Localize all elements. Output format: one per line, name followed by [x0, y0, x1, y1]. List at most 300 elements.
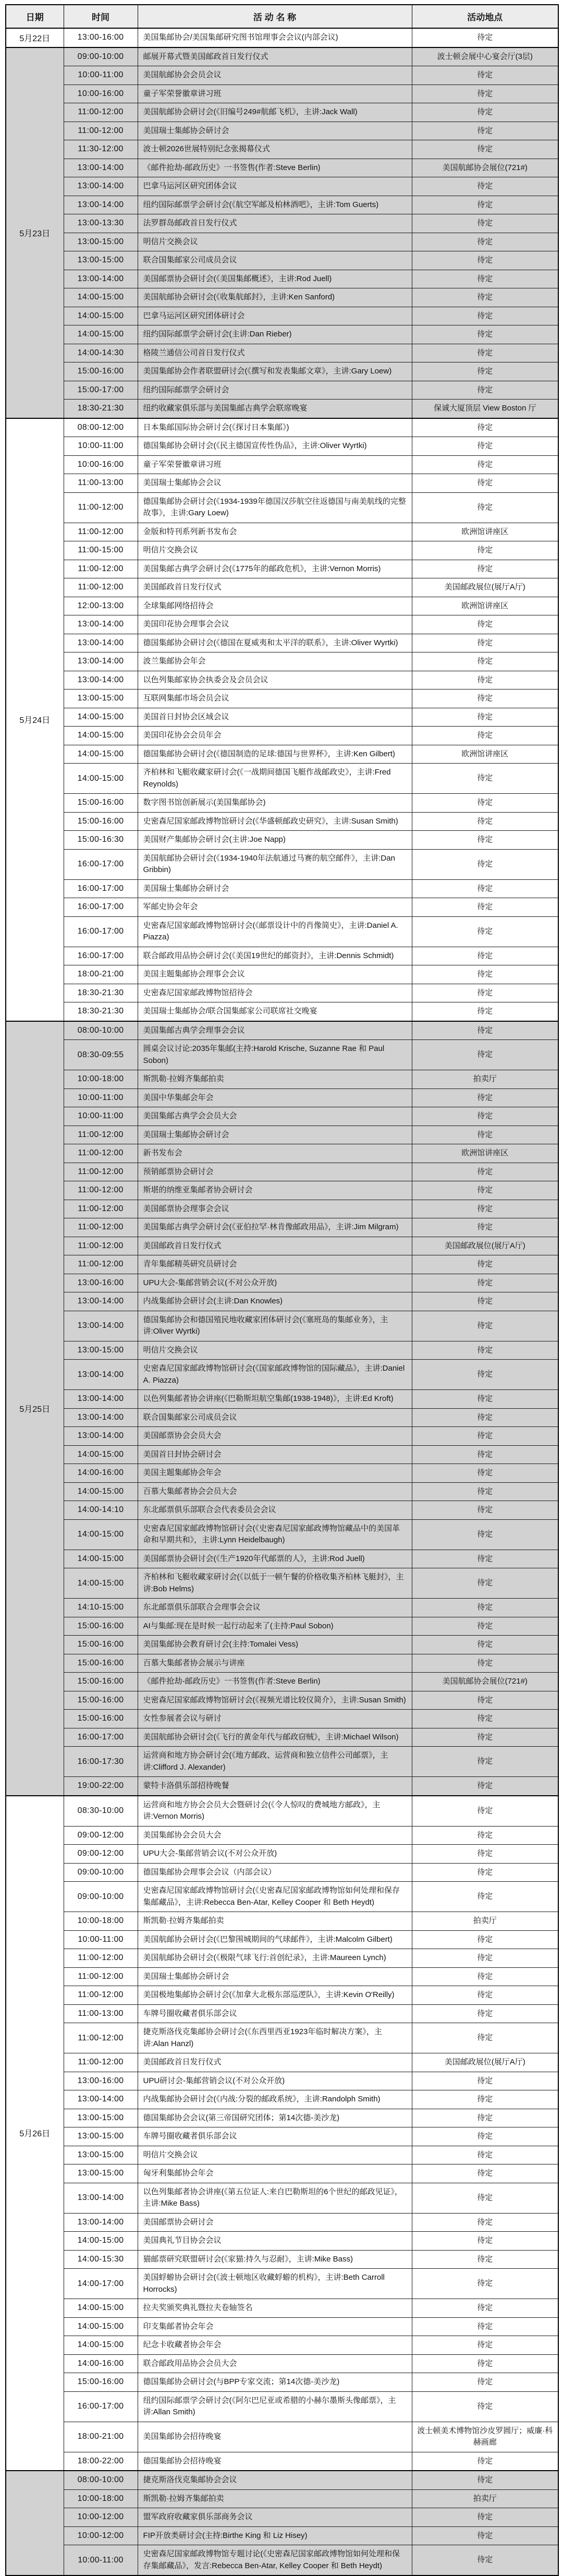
location-cell: 待定: [412, 1550, 558, 1568]
location-cell: 待定: [412, 1863, 558, 1882]
time-cell: 11:00-12:00: [64, 2023, 138, 2053]
time-cell: 10:00-18:00: [64, 1912, 138, 1931]
activity-name-cell: 美国瑞士集邮协会/联合国集邮家公司联席社交晚宴: [138, 1002, 412, 1021]
time-cell: 11:00-12:00: [64, 1144, 138, 1163]
location-cell: 待定: [412, 2391, 558, 2422]
time-cell: 13:00-14:00: [64, 1311, 138, 1341]
activity-name-cell: 纪念卡收藏者协会年会: [138, 2336, 412, 2355]
location-cell: 待定: [412, 251, 558, 270]
table-row: [6, 1237, 558, 1255]
time-cell: 13:00-14:00: [64, 270, 138, 288]
time-cell: 14:00-15:00: [64, 325, 138, 344]
location-cell: 待定: [412, 1617, 558, 1636]
location-cell: 待定: [412, 2109, 558, 2127]
table-row: [6, 2250, 558, 2269]
activity-name-cell: 史密森尼国家邮政博物馆专题讨论(《史密森尼国家邮政博物馆如何处理和保存集邮藏品》，发言:Rebecca Ben-Atar, Kelley Cooper 和 Beth Heydt): [138, 2545, 412, 2576]
table-row: [6, 1617, 558, 1636]
location-cell: 待定: [412, 1163, 558, 1181]
activity-name-cell: 齐柏林和飞艇收藏家研讨会(《以低于一顿午餐的价格收集齐柏林飞艇封》，主讲:Bob Helms): [138, 1568, 412, 1599]
location-cell: 待定: [412, 690, 558, 708]
activity-name-cell: UPU大会-集邮营销会议(不对公众开放): [138, 1845, 412, 1864]
activity-name-cell: 车牌号圈收藏者俱乐部会议: [138, 2127, 412, 2146]
time-cell: 13:00-14:00: [64, 652, 138, 671]
time-cell: 14:00-15:00: [64, 1568, 138, 1599]
time-cell: 13:00-14:00: [64, 1408, 138, 1427]
activity-name-cell: 德国集邮协会理事会会议（内部会议）: [138, 1863, 412, 1882]
location-cell: 待定: [412, 140, 558, 159]
table-row: [6, 140, 558, 159]
location-cell: 待定: [412, 381, 558, 400]
activity-name-cell: 美国航邮协会研讨会(《极限气球飞行:首创纪录》，主讲:Maureen Lynch): [138, 1949, 412, 1968]
location-cell: 待定: [412, 541, 558, 560]
table-row: [6, 1728, 558, 1747]
table-row: [6, 1427, 558, 1446]
time-cell: 16:00-17:00: [64, 2391, 138, 2422]
table-row: [6, 1796, 558, 1827]
activity-name-cell: 军邮史协会年会: [138, 898, 412, 917]
location-cell: 美国邮政展位(展厅A厅): [412, 578, 558, 597]
activity-name-cell: 德国集邮协会会议(第三帝国研究团体；第14次德-美沙龙): [138, 2109, 412, 2127]
location-cell: 待定: [412, 2508, 558, 2527]
table-row: [6, 1464, 558, 1483]
activity-name-cell: 美国集邮协会/美国集邮研究图书馆理事会会议(内部会议): [138, 28, 412, 47]
activity-name-cell: 斯堪的纳维亚集邮者协会研讨会: [138, 1181, 412, 1200]
location-cell: 待定: [412, 1021, 558, 1040]
location-cell: 待定: [412, 1427, 558, 1446]
table-row: [6, 1408, 558, 1427]
table-row: [6, 727, 558, 745]
table-row: [6, 1274, 558, 1292]
time-cell: 13:00-16:00: [64, 2072, 138, 2090]
table-row: [6, 1967, 558, 1986]
time-cell: 18:00-22:00: [64, 2452, 138, 2471]
table-row: [6, 1710, 558, 1728]
activity-name-cell: 百慕大集邮者协会展示与讲座: [138, 1654, 412, 1673]
location-cell: 待定: [412, 418, 558, 437]
activity-name-cell: 美国瑞士集邮协会研讨会: [138, 122, 412, 140]
activity-name-cell: 德国集邮协会研讨会(《民主德国宣传性伪品》，主讲:Oliver Wyrtki): [138, 437, 412, 456]
time-cell: 10:00-11:00: [64, 1089, 138, 1107]
location-cell: 待定: [412, 2545, 558, 2576]
location-cell: 欧洲馆讲座区: [412, 597, 558, 615]
location-cell: 待定: [412, 1126, 558, 1144]
time-cell: 11:00-12:00: [64, 1126, 138, 1144]
activity-name-cell: 美国集邮古典学会研讨会(《1775年的邮政危机》，主讲:Vernon Morris): [138, 560, 412, 578]
table-row: [6, 1292, 558, 1311]
activity-name-cell: 盟军政府收藏家俱乐部商务会议: [138, 2508, 412, 2527]
time-cell: 14:00-15:00: [64, 2299, 138, 2318]
location-cell: 待定: [412, 1568, 558, 1599]
location-cell: 待定: [412, 965, 558, 984]
table-row: [6, 1341, 558, 1360]
time-cell: 14:00-15:00: [64, 307, 138, 325]
activity-name-cell: 青年集邮精英研究员研讨会: [138, 1255, 412, 1274]
time-cell: 11:00-12:00: [64, 1949, 138, 1968]
activity-name-cell: 德国集邮协会招待晚宴: [138, 2452, 412, 2471]
activity-name-cell: 猫邮票研究联盟研讨会(《家猫:持久与忍耐》，主讲:Mike Bass): [138, 2250, 412, 2269]
time-cell: 09:00-12:00: [64, 1826, 138, 1845]
table-row: [6, 437, 558, 456]
location-cell: 待定: [412, 1636, 558, 1654]
activity-name-cell: 巴拿马运河区研究团体会议: [138, 177, 412, 196]
activity-name-cell: 史密森尼国家邮政博物馆招待会: [138, 984, 412, 1002]
activity-name-cell: 美国典礼节目协会会议: [138, 2232, 412, 2251]
time-cell: 10:00-16:00: [64, 84, 138, 103]
time-cell: 15:00-16:00: [64, 362, 138, 381]
activity-name-cell: AI与集邮:现在是时候一起行动起来了(主持:Paul Sobon): [138, 1617, 412, 1636]
activity-name-cell: 明信片交换会议: [138, 233, 412, 251]
time-cell: 14:00-16:00: [64, 1464, 138, 1483]
time-cell: 11:30-12:00: [64, 140, 138, 159]
location-cell: 待定: [412, 1501, 558, 1520]
time-cell: 10:00-11:00: [64, 1107, 138, 1126]
table-row: [6, 196, 558, 214]
table-row: [6, 1654, 558, 1673]
time-cell: 13:00-14:00: [64, 177, 138, 196]
activity-name-cell: 美国主题集邮协会理事会会议: [138, 965, 412, 984]
activity-name-cell: 邮展开幕式暨美国邮政首日发行仪式: [138, 47, 412, 66]
time-cell: 11:00-12:00: [64, 523, 138, 541]
activity-name-cell: 蒙特卡洛俱乐部招待晚餐: [138, 1777, 412, 1796]
activity-name-cell: 美国航邮协会会员会议: [138, 66, 412, 85]
activity-name-cell: 纽约国际邮票学会研讨会: [138, 381, 412, 400]
activity-name-cell: 美国蜉蝣协会研讨会(《波士顿地区收藏蜉蝣的机构》，主讲:Beth Carroll Horrocks): [138, 2269, 412, 2299]
activity-name-cell: 美国极地集邮协会研讨会(《加拿大北极东部巡逻队》，主讲:Kevin O'Reilly): [138, 1986, 412, 2005]
activity-name-cell: 美国主题集邮协会年会: [138, 1464, 412, 1483]
location-cell: 待定: [412, 1747, 558, 1777]
activity-name-cell: 德国集邮协会研讨会(《德国制造的足球:德国与世界杯》，主讲:Ken Gilbert): [138, 745, 412, 764]
time-cell: 11:00-12:00: [64, 103, 138, 122]
table-row: [6, 1089, 558, 1107]
table-row: [6, 1930, 558, 1949]
table-row: [6, 541, 558, 560]
time-cell: 18:30-21:30: [64, 400, 138, 418]
time-cell: 13:00-15:00: [64, 2164, 138, 2183]
time-cell: 14:00-15:00: [64, 1482, 138, 1501]
location-cell: 待定: [412, 122, 558, 140]
table-row: [6, 2053, 558, 2072]
location-cell: 待定: [412, 2127, 558, 2146]
location-cell: 待定: [412, 898, 558, 917]
date-cell: 5月24日: [6, 418, 64, 1021]
time-cell: 14:00-15:00: [64, 727, 138, 745]
location-cell: 待定: [412, 474, 558, 493]
activity-name-cell: 美国集邮协会招待晚宴: [138, 2422, 412, 2452]
location-cell: 待定: [412, 344, 558, 362]
activity-name-cell: 以色列集邮家协会执委会及会员会议: [138, 671, 412, 690]
location-cell: 待定: [412, 2452, 558, 2471]
location-cell: 待定: [412, 1360, 558, 1390]
activity-name-cell: 捷克斯洛伐克集邮协会研讨会(《东西里西亚1923年临时解决方案》，主讲:Alan Hanzl): [138, 2023, 412, 2053]
table-row: [6, 2471, 558, 2489]
time-cell: 11:00-12:00: [64, 492, 138, 523]
activity-name-cell: 史密森尼国家邮政博物馆研讨会(《邮票设计中的肖像简史》，主讲:Daniel A. Piazza): [138, 916, 412, 947]
activity-name-cell: 内战集邮协会研讨会(《内战:分裂的邮政系统》，主讲:Randolph Smith): [138, 2090, 412, 2109]
location-cell: 待定: [412, 1691, 558, 1710]
location-cell: 待定: [412, 2269, 558, 2299]
activity-name-cell: 联合邮政用品协会研讨会(《美国19世纪的邮资封》，主讲:Dennis Schmidt): [138, 947, 412, 965]
time-cell: 11:00-12:00: [64, 1218, 138, 1237]
activity-name-cell: 法罗群岛邮政首日发行仪式: [138, 214, 412, 233]
time-cell: 12:00-13:00: [64, 597, 138, 615]
time-cell: 09:00-10:00: [64, 1863, 138, 1882]
activity-name-cell: 斯凯勒·拉姆齐集邮拍卖: [138, 1912, 412, 1931]
activity-name-cell: 新书发布会: [138, 1144, 412, 1163]
location-cell: 待定: [412, 2183, 558, 2213]
table-row: [6, 1826, 558, 1845]
table-row: [6, 288, 558, 307]
activity-name-cell: 美国邮政首日发行仪式: [138, 2053, 412, 2072]
time-cell: 15:00-16:00: [64, 1617, 138, 1636]
time-cell: 19:00-22:00: [64, 1777, 138, 1796]
time-cell: 13:00-14:00: [64, 2213, 138, 2232]
activity-name-cell: 史密森尼国家邮政博物馆研讨会(《华盛顿邮政史研究》，主讲:Susan Smith): [138, 812, 412, 831]
table-row: [6, 560, 558, 578]
time-cell: 15:00-16:00: [64, 794, 138, 813]
schedule-body: [6, 28, 558, 2575]
location-cell: 拍卖厅: [412, 1912, 558, 1931]
time-cell: 15:00-16:00: [64, 1710, 138, 1728]
table-row: [6, 849, 558, 879]
activity-name-cell: 美国印花协会会员年会: [138, 727, 412, 745]
activity-name-cell: 纽约国际邮票学会研讨会(《阿尔巴尼亚或希腊的小赫尔墨斯头像邮票》，主讲:Allan Smith): [138, 2391, 412, 2422]
table-row: [6, 2391, 558, 2422]
activity-name-cell: 波士顿2026世展特别纪念张揭幕仪式: [138, 140, 412, 159]
time-cell: 10:00-11:00: [64, 437, 138, 456]
time-cell: 14:00-14:30: [64, 344, 138, 362]
activity-name-cell: 德国集邮协会研讨会(与BPP专家交流；第14次德-美沙龙): [138, 2373, 412, 2392]
activity-name-cell: 日本集邮国际协会研讨会(《探讨日本集邮》): [138, 418, 412, 437]
time-cell: 13:00-15:00: [64, 233, 138, 251]
location-cell: 待定: [412, 455, 558, 474]
activity-name-cell: 史密森尼国家邮政博物馆研讨会(《史密森尼国家邮政博物馆如何处理和保存集邮藏品》，主讲:Rebecca Ben-Atar, Kelley Cooper 和 Beth Heydt): [138, 1882, 412, 1912]
table-row: [6, 2164, 558, 2183]
time-cell: 14:00-15:00: [64, 764, 138, 794]
table-row: [6, 615, 558, 634]
time-cell: 16:00-17:30: [64, 1747, 138, 1777]
location-cell: 待定: [412, 1390, 558, 1409]
table-row: [6, 1673, 558, 1691]
table-row: [6, 2090, 558, 2109]
location-cell: 待定: [412, 1218, 558, 1237]
time-cell: 08:00-12:00: [64, 418, 138, 437]
location-cell: 待定: [412, 615, 558, 634]
location-cell: 待定: [412, 84, 558, 103]
time-cell: 14:00-14:10: [64, 1501, 138, 1520]
activity-name-cell: 明信片交换会议: [138, 541, 412, 560]
location-cell: 待定: [412, 1341, 558, 1360]
location-cell: 待定: [412, 984, 558, 1002]
location-cell: 待定: [412, 1200, 558, 1218]
activity-name-cell: 女性参展者会议与研讨: [138, 1710, 412, 1728]
table-row: [6, 984, 558, 1002]
location-cell: 待定: [412, 288, 558, 307]
location-cell: 待定: [412, 2471, 558, 2489]
activity-name-cell: 美国中华集邮会年会: [138, 1089, 412, 1107]
location-cell: 美国邮政展位(展厅A厅): [412, 2053, 558, 2072]
location-cell: 待定: [412, 2023, 558, 2053]
location-cell: 待定: [412, 2299, 558, 2318]
table-row: [6, 2213, 558, 2232]
location-cell: 待定: [412, 879, 558, 898]
activity-name-cell: 斯凯勒·拉姆齐集邮拍卖: [138, 2489, 412, 2508]
table-row: [6, 307, 558, 325]
time-cell: 13:00-14:00: [64, 1292, 138, 1311]
activity-name-cell: 德国集邮协会和德国殖民地收藏家团体研讨会(《塞班岛的集邮业务》，主讲:Oliver Wyrtki): [138, 1311, 412, 1341]
table-row: [6, 1863, 558, 1882]
location-cell: 待定: [412, 214, 558, 233]
time-cell: 15:00-16:00: [64, 1691, 138, 1710]
location-cell: 待定: [412, 2526, 558, 2545]
date-cell: 5月25日: [6, 1021, 64, 1796]
time-cell: 09:00-10:00: [64, 47, 138, 66]
table-row: [6, 1445, 558, 1464]
table-row: [6, 2072, 558, 2090]
activity-name-cell: 美国邮票协会研讨会(《美国集邮概述》，主讲:Rod Juell): [138, 270, 412, 288]
activity-name-cell: 美国首日封协会研讨会: [138, 1445, 412, 1464]
table-row: [6, 2183, 558, 2213]
activity-name-cell: 拉夫奖颁奖典礼暨拉夫卷轴签名: [138, 2299, 412, 2318]
time-cell: 14:00-15:00: [64, 1445, 138, 1464]
location-cell: 待定: [412, 1408, 558, 1427]
location-cell: 待定: [412, 1040, 558, 1070]
location-cell: 待定: [412, 727, 558, 745]
table-row: [6, 1777, 558, 1796]
time-cell: 15:00-16:30: [64, 831, 138, 850]
table-row: [6, 1218, 558, 1237]
activity-name-cell: 美国邮政首日发行仪式: [138, 1237, 412, 1255]
time-cell: 13:00-14:00: [64, 615, 138, 634]
table-row: [6, 1360, 558, 1390]
table-row: [6, 1568, 558, 1599]
table-row: [6, 2127, 558, 2146]
time-cell: 10:00-11:00: [64, 2545, 138, 2576]
activity-name-cell: 美国集邮协会作者联盟研讨会(《撰写和发表集邮文章》，主讲:Gary Loew): [138, 362, 412, 381]
activity-name-cell: 美国邮票协会研讨会: [138, 2213, 412, 2232]
column-header-time: 时间: [64, 5, 138, 28]
table-row: [6, 671, 558, 690]
location-cell: 待定: [412, 1986, 558, 2005]
time-cell: 15:00-16:00: [64, 1673, 138, 1691]
activity-name-cell: 以色列集邮者协会讲座(《巴勒斯坦航空集邮(1938-1948)》，主讲:Ed Kroft): [138, 1390, 412, 1409]
time-cell: 14:00-15:00: [64, 2232, 138, 2251]
time-cell: 10:00-12:00: [64, 2508, 138, 2527]
activity-name-cell: 巴拿马运河区研究团体研讨会: [138, 307, 412, 325]
activity-name-cell: 美国邮票协会会员大会: [138, 1427, 412, 1446]
location-cell: 待定: [412, 2004, 558, 2023]
time-cell: 13:00-15:00: [64, 251, 138, 270]
activity-name-cell: 内战集邮协会研讨会(主讲:Dan Knowles): [138, 1292, 412, 1311]
activity-name-cell: 美国航邮协会研讨会(《飞行的黄金年代与邮政窃贼》，主讲:Michael Wilson): [138, 1728, 412, 1747]
table-row: [6, 2023, 558, 2053]
time-cell: 13:00-14:00: [64, 2183, 138, 2213]
location-cell: 待定: [412, 1311, 558, 1341]
time-cell: 14:00-16:00: [64, 2354, 138, 2373]
location-cell: 待定: [412, 831, 558, 850]
time-cell: 11:00-12:00: [64, 1237, 138, 1255]
time-cell: 11:00-12:00: [64, 578, 138, 597]
location-cell: 待定: [412, 2213, 558, 2232]
table-row: [6, 47, 558, 66]
activity-name-cell: 《邮件抢劫-邮政历史》一书签售(作者:Steve Berlin): [138, 1673, 412, 1691]
location-cell: 待定: [412, 1967, 558, 1986]
activity-name-cell: 圆桌会议讨论:2035年集邮(主持:Harold Krische, Suzanne Rae 和 Paul Sobon): [138, 1040, 412, 1070]
time-cell: 08:30-09:55: [64, 1040, 138, 1070]
location-cell: 拍卖厅: [412, 2489, 558, 2508]
time-cell: 13:00-15:00: [64, 2146, 138, 2164]
activity-name-cell: 数字图书馆创新展示(美国集邮协会): [138, 794, 412, 813]
table-row: [6, 1200, 558, 1218]
activity-name-cell: 美国航邮协会研讨会(《收集航邮封》，主讲:Ken Sanford): [138, 288, 412, 307]
activity-name-cell: 车牌号圈收藏者俱乐部会议: [138, 2004, 412, 2023]
activity-name-cell: 联合邮政用品协会会员大会: [138, 2354, 412, 2373]
location-cell: 待定: [412, 1464, 558, 1483]
location-cell: 待定: [412, 1002, 558, 1021]
table-row: [6, 2422, 558, 2452]
location-cell: 待定: [412, 794, 558, 813]
time-cell: 13:00-16:00: [64, 1274, 138, 1292]
time-cell: 10:00-18:00: [64, 1070, 138, 1089]
time-cell: 09:00-10:00: [64, 1882, 138, 1912]
activity-name-cell: 史密森尼国家邮政博物馆研讨会(《史密森尼国家邮政博物馆藏品中的美国革命和早期共和》，主讲:Lynn Heidelbaugh): [138, 1519, 412, 1550]
table-row: [6, 1163, 558, 1181]
table-row: [6, 1912, 558, 1931]
table-row: [6, 2354, 558, 2373]
activity-name-cell: 以色列集邮者协会讲座(《第五位证人:来自巴勒斯坦的6个世纪的邮政见证》，主讲:Mike Bass): [138, 2183, 412, 2213]
activity-name-cell: 明信片交换会议: [138, 2146, 412, 2164]
location-cell: 欧洲馆讲座区: [412, 1144, 558, 1163]
table-row: [6, 812, 558, 831]
table-row: [6, 2452, 558, 2471]
location-cell: 待定: [412, 2373, 558, 2392]
activity-name-cell: 史密森尼国家邮政博物馆研讨会(《视频光谱比较仪简介》，主讲:Susan Smith): [138, 1691, 412, 1710]
location-cell: 待定: [412, 764, 558, 794]
location-cell: 待定: [412, 812, 558, 831]
location-cell: 待定: [412, 708, 558, 727]
location-cell: 待定: [412, 2072, 558, 2090]
time-cell: 15:00-16:00: [64, 1636, 138, 1654]
table-row: [6, 1107, 558, 1126]
table-row: [6, 831, 558, 850]
table-row: [6, 2146, 558, 2164]
column-header-activity-name: 活 动 名 称: [138, 5, 412, 28]
location-cell: 美国航邮协会展位(721#): [412, 1673, 558, 1691]
table-row: [6, 1550, 558, 1568]
table-row: [6, 634, 558, 652]
activity-name-cell: 运营商和地方协会研讨会(《地方邮政、运营商和独立信件公司邮票》，主讲:Clifford J. Alexander): [138, 1747, 412, 1777]
activity-name-cell: 互联网集邮市场会员会议: [138, 690, 412, 708]
activity-name-cell: 美国瑞士集邮协会研讨会: [138, 1126, 412, 1144]
table-row: [6, 214, 558, 233]
time-cell: 14:00-15:30: [64, 2250, 138, 2269]
table-row: [6, 2489, 558, 2508]
activity-name-cell: 美国航邮协会研讨会(《巴黎围城期间的气球邮件》，主讲:Malcolm Gilbert): [138, 1930, 412, 1949]
location-cell: 待定: [412, 1482, 558, 1501]
table-row: [6, 474, 558, 493]
location-cell: 待定: [412, 634, 558, 652]
time-cell: 14:00-15:00: [64, 1519, 138, 1550]
time-cell: 11:00-15:00: [64, 541, 138, 560]
time-cell: 13:00-15:00: [64, 2127, 138, 2146]
table-row: [6, 122, 558, 140]
activity-name-cell: 印支集邮者协会年会: [138, 2317, 412, 2336]
table-row: [6, 965, 558, 984]
time-cell: 15:00-16:00: [64, 2373, 138, 2392]
activity-name-cell: 德国集邮协会研讨会(《1934-1939年德国汉莎航空往返德国与南美航线的完整故事》，主讲:Gary Loew): [138, 492, 412, 523]
location-cell: 待定: [412, 233, 558, 251]
activity-name-cell: 美国邮政首日发行仪式: [138, 578, 412, 597]
table-row: [6, 1390, 558, 1409]
